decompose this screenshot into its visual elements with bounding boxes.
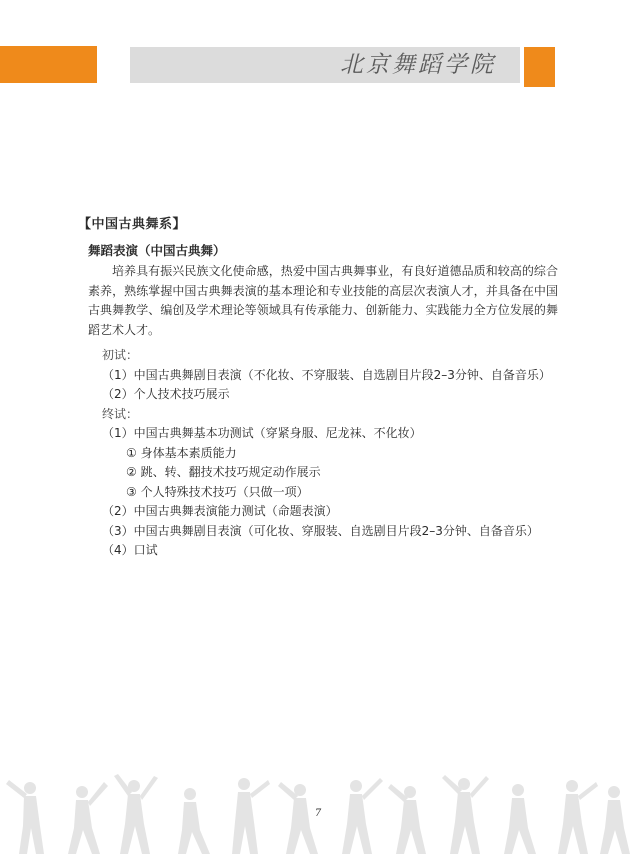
dancer-silhouette-icon (342, 778, 383, 854)
page-number: 7 (314, 808, 322, 819)
major-description: 培养具有振兴民族文化使命感，热爱中国古典舞事业，有良好道德品质和较高的综合素养，熟练掌握中国古典舞表演的基本理论和专业技能的高层次表演人才，并具备在中国古典舞教学、编创及学术理论等领域具有传承能力、创新能力、实践能力全方位发展的舞蹈艺术人才。 (88, 264, 558, 337)
department-heading: 【中国古典舞系】 (78, 217, 187, 232)
final-item: （1）中国古典舞基本功测试（穿紧身服、尼龙袜、不化妆） (102, 426, 422, 440)
dancer-silhouette-icon (232, 778, 270, 854)
prelim-item: （2）个人技术技巧展示 (102, 387, 230, 401)
page-content (78, 215, 558, 561)
dancer-silhouette-icon (600, 786, 630, 854)
final-subitem: ② 跳、转、翻技术技巧规定动作展示 (126, 465, 321, 479)
dancer-silhouette-icon (6, 780, 44, 854)
dancer-silhouette-icon (114, 774, 158, 854)
final-subitem: ① 身体基本素质能力 (126, 445, 237, 460)
final-label: 终试： (102, 406, 139, 421)
prelim-item: （1）中国古典舞剧目表演（不化妆、不穿服装、自选剧目片段2–3分钟、自备音乐） (102, 367, 551, 382)
header-accent-right (524, 47, 555, 87)
header-accent-left (0, 46, 97, 83)
dancer-silhouette-icon (442, 775, 489, 854)
dancer-silhouette-icon (504, 784, 536, 854)
dancer-silhouette-icon (558, 780, 598, 854)
final-item: （2）中国古典舞表演能力测试（命题表演） (102, 504, 338, 518)
final-item: （4）口试 (102, 543, 158, 557)
major-heading: 舞蹈表演（中国古典舞） (88, 242, 226, 258)
prelim-label: 初试： (102, 348, 139, 362)
dancer-silhouette-icon (68, 782, 108, 854)
dancer-silhouette-icon (388, 784, 426, 854)
dancer-silhouette-icon (178, 788, 210, 854)
school-logo-text: 北京舞蹈学院 (340, 52, 496, 78)
final-item: （3）中国古典舞剧目表演（可化妆、穿服装、自选剧目片段2–3分钟、自备音乐） (102, 523, 539, 538)
final-subitem: ③ 个人特殊技术技巧（只做一项） (126, 484, 309, 499)
